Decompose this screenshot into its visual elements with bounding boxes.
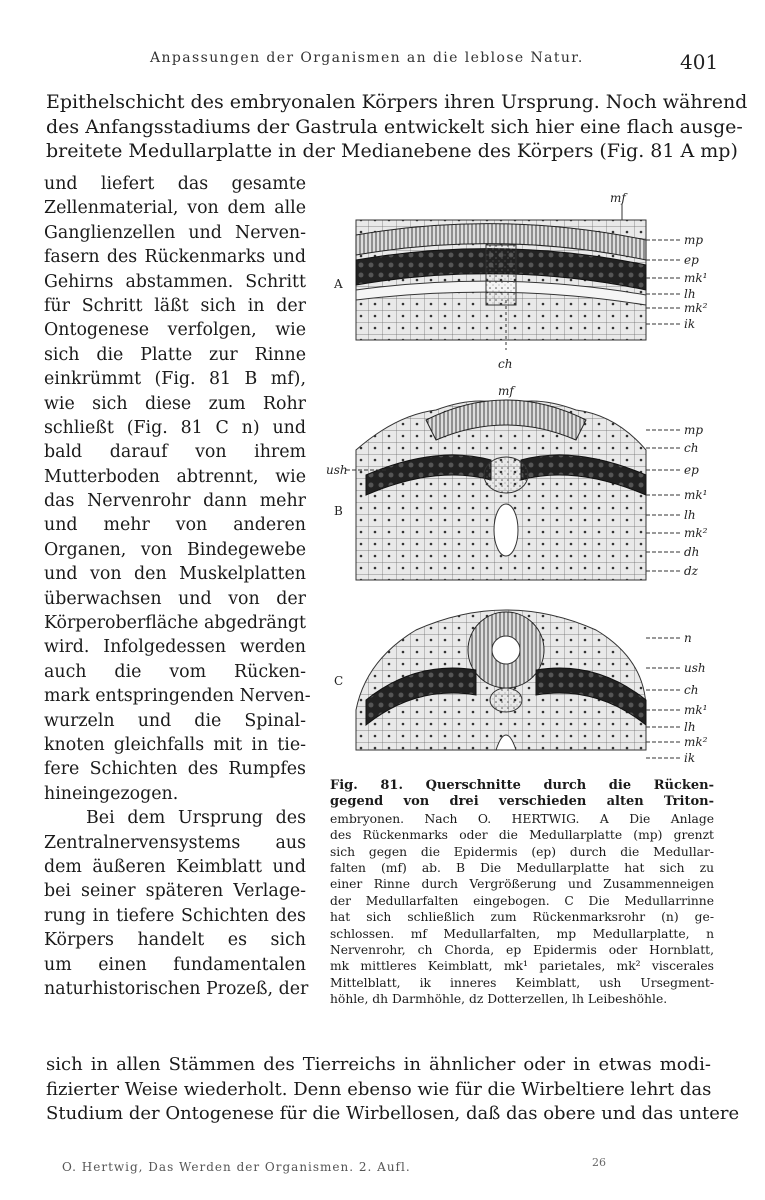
caption-line: schlossen. mf Medullarfalten, mp Medullarplatte, n [330, 926, 714, 941]
text-line: Organen, von Bindegewebe [44, 539, 306, 560]
figure-label-c: lh [684, 720, 696, 734]
figure-label-b: dz [684, 564, 699, 578]
figure-label-a: ep [684, 253, 699, 267]
caption-line: sich gegen die Epidermis (ep) durch die Medullar- [330, 844, 714, 859]
text-line: Ganglienzellen und Nerven- [44, 222, 306, 243]
label-ush-b: ush [326, 463, 348, 477]
text-line: rung in tiefere Schichten des [44, 905, 306, 926]
figure-label-a: mp [684, 233, 704, 247]
caption-line: falten (mf) ab. B Die Medullarplatte hat sich zu [330, 861, 714, 876]
text-line: Bei dem Ursprung des [86, 808, 306, 829]
footer-sheet-number: 26 [592, 1156, 606, 1169]
panel-a-drawing [356, 204, 681, 350]
text-line: knoten gleichfalls mit in tie- [44, 734, 306, 755]
figure-label-a: mk¹ [684, 271, 708, 285]
text-line: Zentralnervensystems aus [44, 832, 306, 853]
figure-label-c: ik [684, 751, 696, 765]
label-mf-a: mf [610, 191, 626, 205]
panel-label-a: A [334, 277, 343, 291]
left-column-text [44, 172, 311, 1001]
text-line: hineingezogen. [44, 783, 179, 804]
full-width-paragraph-top [46, 90, 748, 164]
text-line: auch die vom Rücken- [44, 661, 306, 682]
label-mf-b: mf [498, 384, 514, 398]
caption-line: des Rückenmarks oder die Medullarplatte (mp) grenzt [330, 828, 714, 843]
figure-label-b: mk² [684, 526, 708, 540]
text-line: überwachsen und von der [44, 588, 306, 609]
text-line: breitete Medullarplatte in der Medianebene des Körpers (Fig. 81 A mp) [46, 140, 738, 163]
caption-line: gegend von drei verschieden alten Triton- [330, 794, 714, 810]
text-line: wie sich diese zum Rohr [44, 393, 306, 414]
text-line: fizierter Weise wiederholt. Denn ebenso wie für die Wirbeltiere lehrt das [46, 1078, 712, 1100]
text-line: und liefert das gesamte [44, 174, 306, 194]
text-line: sich in allen Stämmen des Tierreichs in ähnlicher oder in etwas modi- [46, 1054, 711, 1075]
text-line: Mutterboden abtrennt, wie [44, 466, 306, 487]
text-line: naturhistorischen Prozeß, der [44, 978, 309, 999]
figure-label-a: lh [684, 287, 696, 301]
caption-line: höhle, dh Darmhöhle, dz Dotterzellen, lh Leibeshöhle. [330, 992, 668, 1007]
figure-81-cross-sections [326, 190, 716, 770]
text-line: bei seiner späteren Verlage- [44, 881, 306, 902]
caption-line: Nervenrohr, ch Chorda, ep Epidermis oder Hornblatt, [330, 943, 714, 958]
figure-label-a: mk² [684, 301, 708, 315]
text-line: Körpers handelt es sich [44, 930, 306, 951]
figure-label-c: ch [684, 683, 699, 697]
page-number: 401 [680, 50, 719, 74]
panel-label-b: B [334, 504, 343, 518]
figure-label-b: dh [684, 545, 700, 559]
full-width-paragraph-bottom [46, 1053, 740, 1127]
figure-label-c: ush [684, 661, 706, 675]
figure-label-b: lh [684, 508, 696, 522]
figure-label-c: n [684, 631, 692, 645]
text-line: dem äußeren Keimblatt und [44, 856, 306, 877]
text-line: Gehirns abstammen. Schritt [44, 271, 306, 292]
footer-signature-line: O. Hertwig, Das Werden der Organismen. 2. Aufl. [62, 1160, 411, 1174]
figure-label-b: ch [684, 441, 699, 455]
figure-label-b: mp [684, 423, 704, 437]
text-line: sich die Platte zur Rinne [44, 344, 306, 365]
text-line: Studium der Ontogenese für die Wirbellosen, daß das obere und das untere [46, 1103, 740, 1124]
caption-line: einer Rinne durch Vergrößerung und Zusammenneigen [330, 877, 714, 892]
caption-line: hat sich schließlich zum Rückenmarksrohr (n) ge- [330, 910, 714, 925]
text-line: fere Schichten des Rumpfes [44, 759, 306, 780]
text-line: und mehr von anderen [44, 515, 306, 536]
figure-label-a: ik [684, 317, 696, 331]
caption-line: der Medullarfalten eingebogen. C Die Medullarrinne [330, 893, 714, 908]
text-line: mark entspringenden Nerven- [44, 686, 311, 707]
text-line: wurzeln und die Spinal- [44, 710, 306, 731]
caption-line: Mittelblatt, ik inneres Keimblatt, ush Ursegment- [330, 975, 714, 990]
caption-line: mk mittleres Keimblatt, mk¹ parietales, mk² viscerales [330, 959, 714, 974]
figure-label-b: ep [684, 463, 699, 477]
panel-b-drawing [346, 400, 681, 580]
panel-label-c: C [334, 674, 344, 688]
caption-line: embryonen. Nach O. HERTWIG. A Die Anlage [330, 811, 714, 826]
text-line: bald darauf von ihrem [44, 442, 306, 463]
text-line: wird. Infolgedessen werden [44, 637, 306, 658]
text-line: Ontogenese verfolgen, wie [44, 320, 306, 341]
panel-c-drawing [356, 610, 681, 758]
figure-label-c: mk¹ [684, 703, 708, 717]
caption-line: Fig. 81. Querschnitte durch die Rücken- [330, 778, 714, 793]
text-line: fasern des Rückenmarks und [44, 247, 306, 268]
text-line: Körperoberfläche abgedrängt [44, 613, 307, 634]
figure-label-c: mk² [684, 735, 708, 749]
text-line: Epithelschicht des embryonalen Körpers ihren Ursprung. Noch während [46, 91, 748, 113]
figure-caption [330, 778, 714, 1008]
text-line: einkrümmt (Fig. 81 B mf), [44, 369, 306, 390]
text-line: des Anfangsstadiums der Gastrula entwickelt sich hier eine flach ausge- [46, 115, 743, 138]
text-line: um einen fundamentalen [44, 954, 306, 975]
label-ch-a: ch [498, 357, 513, 371]
text-line: für Schritt läßt sich in der [44, 295, 306, 316]
text-line: Zellenmaterial, von dem alle [44, 198, 306, 219]
text-line: und von den Muskelplatten [44, 564, 306, 585]
running-header: Anpassungen der Organismen an die leblose Natur. [150, 50, 584, 66]
figure-label-b: mk¹ [684, 488, 708, 502]
text-line: schließt (Fig. 81 C n) und [44, 417, 306, 438]
text-line: das Nervenrohr dann mehr [44, 491, 306, 512]
